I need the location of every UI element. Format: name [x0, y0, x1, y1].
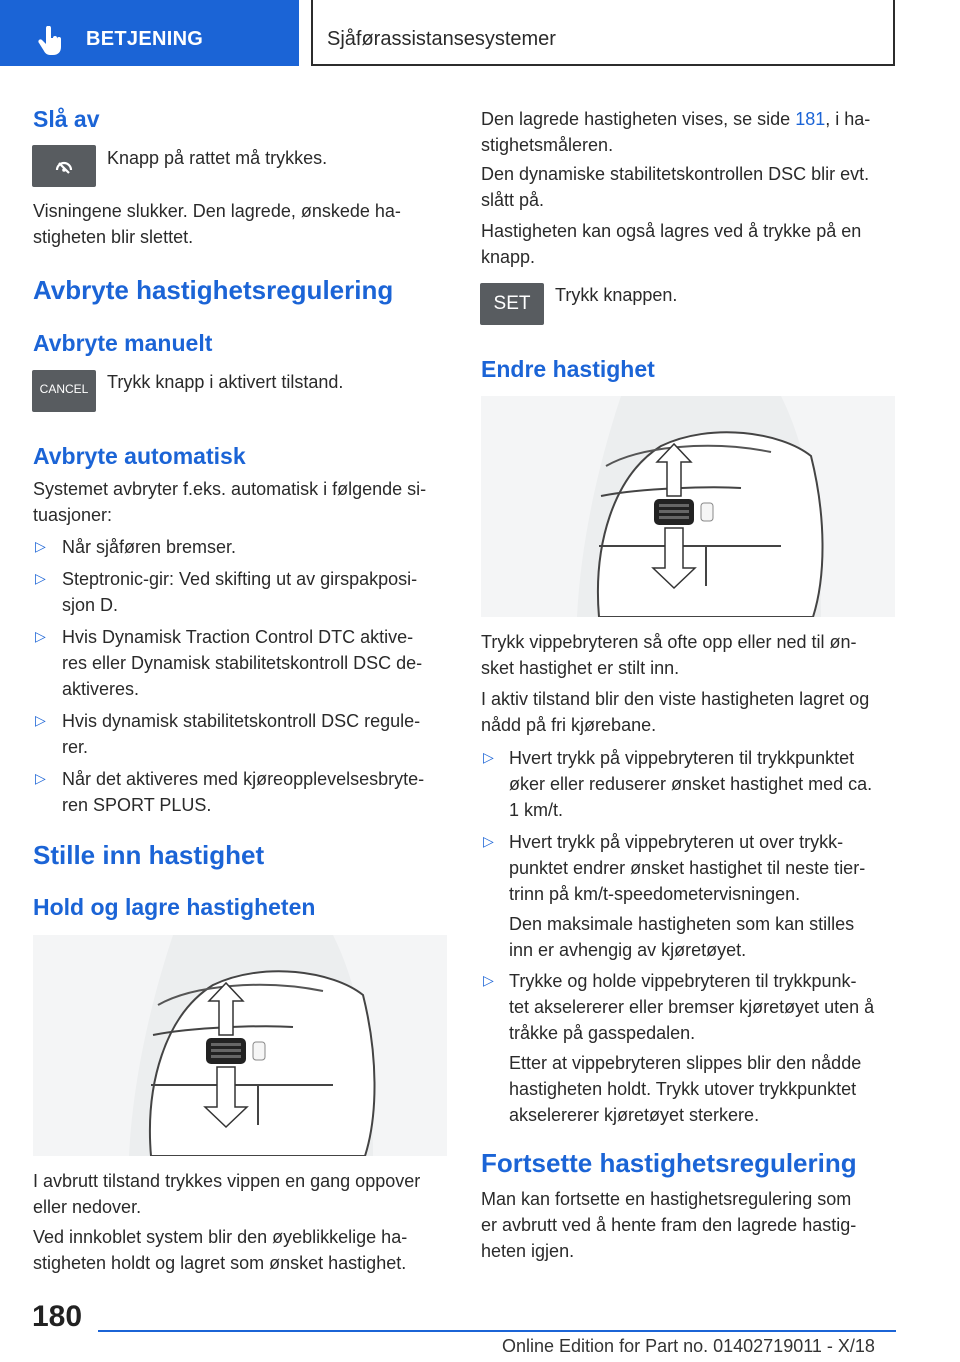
heading-avbryte: Avbryte hastighetsregulering: [33, 275, 394, 305]
store-text-2: knapp.: [481, 247, 536, 267]
list-item: tet akselererer eller bremser kjøretøyet uten å: [509, 997, 875, 1017]
stored-speed-text-1: [481, 106, 870, 132]
stored-speed-text-2: stighetsmåleren.: [481, 135, 614, 155]
list-item-note: Den maksimale hastigheten som kan stilles: [509, 914, 855, 934]
hand-pointer-icon: [38, 26, 64, 56]
stored-speed-text-pre: Den lagrede hastigheten vises, se side: [481, 109, 796, 129]
list-item: punktet endrer ønsket hastighet til neste tier-: [509, 858, 866, 878]
cancel-button-image: [32, 370, 96, 412]
footer-edition: Online Edition for Part no. 01402719011 - X/18: [502, 1336, 875, 1356]
list-item: sjon D.: [62, 595, 119, 615]
list-item-note: inn er avhengig av kjøretøyet.: [509, 940, 747, 960]
list-item: trinn på km/t-speedometervisningen.: [509, 884, 801, 904]
heading-hold-og-lagre: Hold og lagre hastigheten: [33, 894, 316, 920]
page-link[interactable]: 181: [795, 109, 826, 129]
heading-fortsette: Fortsette hastighetsregulering: [481, 1148, 857, 1178]
bullet-marker: ▷: [483, 749, 494, 765]
list-item: Når sjåføren bremser.: [62, 537, 237, 557]
list-item: Hvert trykk på vippebryteren ut over trykk-: [509, 832, 844, 852]
bullet-marker: ▷: [35, 570, 46, 586]
list-item: Trykke og holde vippebryteren til trykkpunk-: [509, 971, 857, 991]
list-item: Steptronic-gir: Ved skifting ut av girspakposi-: [62, 569, 418, 589]
heading-stille-inn: Stille inn hastighet: [33, 840, 265, 870]
manuelt-text: Trykk knapp i aktivert tilstand.: [107, 372, 344, 392]
sla-av-text-2: stigheten blir slettet.: [33, 227, 194, 247]
section-tab: [0, 0, 299, 66]
auto-text-2: tuasjoner:: [33, 505, 113, 525]
dsc-text-1: Den dynamiske stabilitetskontrollen DSC blir evt.: [481, 164, 870, 184]
set-label: SET: [493, 293, 531, 314]
sla-av-text-1: Visningene slukker. Den lagrede, ønskede ha-: [33, 201, 401, 221]
fortsette-text-2: er avbrutt ved å hente fram den lagrede hastig-: [481, 1215, 857, 1235]
chapter-title: Sjåførassistansesystemer: [327, 28, 556, 50]
heading-endre-hastighet: Endre hastighet: [481, 356, 655, 382]
fortsette-text-3: heten igjen.: [481, 1241, 575, 1261]
sla-av-button-text: Knapp på rattet må trykkes.: [107, 148, 328, 168]
heading-sla-av: Slå av: [33, 106, 100, 132]
cruise-control-icon: [32, 145, 96, 187]
stored-speed-text-post: , i ha-: [825, 109, 871, 129]
auto-text-1: Systemet avbryter f.eks. automatisk i følgende si-: [33, 479, 427, 499]
hold-text-4: stigheten holdt og lagret som ønsket hastighet.: [33, 1253, 407, 1273]
list-item-note: Etter at vippebryteren slippes blir den nådde: [509, 1053, 862, 1073]
list-item: aktiveres.: [62, 679, 140, 699]
heading-avbryte-automatisk: Avbryte automatisk: [33, 443, 246, 469]
resume-button-image: [32, 145, 96, 187]
footer-divider: [98, 1330, 896, 1332]
list-item: tråkke på gasspedalen.: [509, 1023, 696, 1043]
set-button-image: [480, 283, 544, 325]
list-item: Når det aktiveres med kjøreopplevelsesbryte-: [62, 769, 425, 789]
endre-text-3: I aktiv tilstand blir den viste hastigheten lagret og: [481, 689, 870, 709]
bullet-marker: ▷: [483, 833, 494, 849]
bullet-marker: ▷: [35, 538, 46, 554]
bullet-marker: ▷: [35, 712, 46, 728]
chapter-tab: [311, 0, 895, 66]
heading-avbryte-manuelt: Avbryte manuelt: [33, 330, 213, 356]
list-item: Hvert trykk på vippebryteren til trykkpunktet: [509, 748, 855, 768]
steering-wheel-rocker-photo-2: [481, 396, 895, 617]
fortsette-text-1: Man kan fortsette en hastighetsregulering som: [481, 1189, 852, 1209]
store-text-1: Hastigheten kan også lagres ved å trykke på en: [481, 221, 862, 241]
endre-text-1: Trykk vippebryteren så ofte opp eller ned til øn-: [481, 632, 857, 652]
endre-text-2: sket hastighet er stilt inn.: [481, 658, 680, 678]
list-item: 1 km/t.: [509, 800, 564, 820]
list-item: Hvis dynamisk stabilitetskontroll DSC regule-: [62, 711, 421, 731]
dsc-text-2: slått på.: [481, 190, 545, 210]
page-number: 180: [32, 1300, 83, 1333]
list-item-note: akselererer kjøretøyet sterkere.: [509, 1105, 760, 1125]
rocker-switch-illustration: [33, 935, 447, 1156]
list-item: Hvis Dynamisk Traction Control DTC aktive-: [62, 627, 414, 647]
bullet-marker: ▷: [483, 972, 494, 988]
steering-wheel-rocker-photo: [33, 935, 447, 1156]
set-button-text: Trykk knappen.: [555, 285, 678, 305]
hold-text-1: I avbrutt tilstand trykkes vippen en gang oppover: [33, 1171, 421, 1191]
bullet-marker: ▷: [35, 628, 46, 644]
list-item-note: hastigheten holdt. Trykk utover trykkpunktet: [509, 1079, 857, 1099]
bullet-marker: ▷: [35, 770, 46, 786]
rocker-switch-illustration: [481, 396, 895, 617]
hold-text-3: Ved innkoblet system blir den øyeblikkelige ha-: [33, 1227, 408, 1247]
cancel-label: CANCEL: [39, 382, 89, 396]
list-item: ren SPORT PLUS.: [62, 795, 212, 815]
hold-text-2: eller nedover.: [33, 1197, 142, 1217]
list-item: øker eller reduserer ønsket hastighet med ca.: [509, 774, 873, 794]
list-item: res eller Dynamisk stabilitetskontroll DSC de-: [62, 653, 423, 673]
section-title: BETJENING: [86, 28, 204, 50]
list-item: rer.: [62, 737, 89, 757]
endre-text-4: nådd på fri kjørebane.: [481, 715, 657, 735]
